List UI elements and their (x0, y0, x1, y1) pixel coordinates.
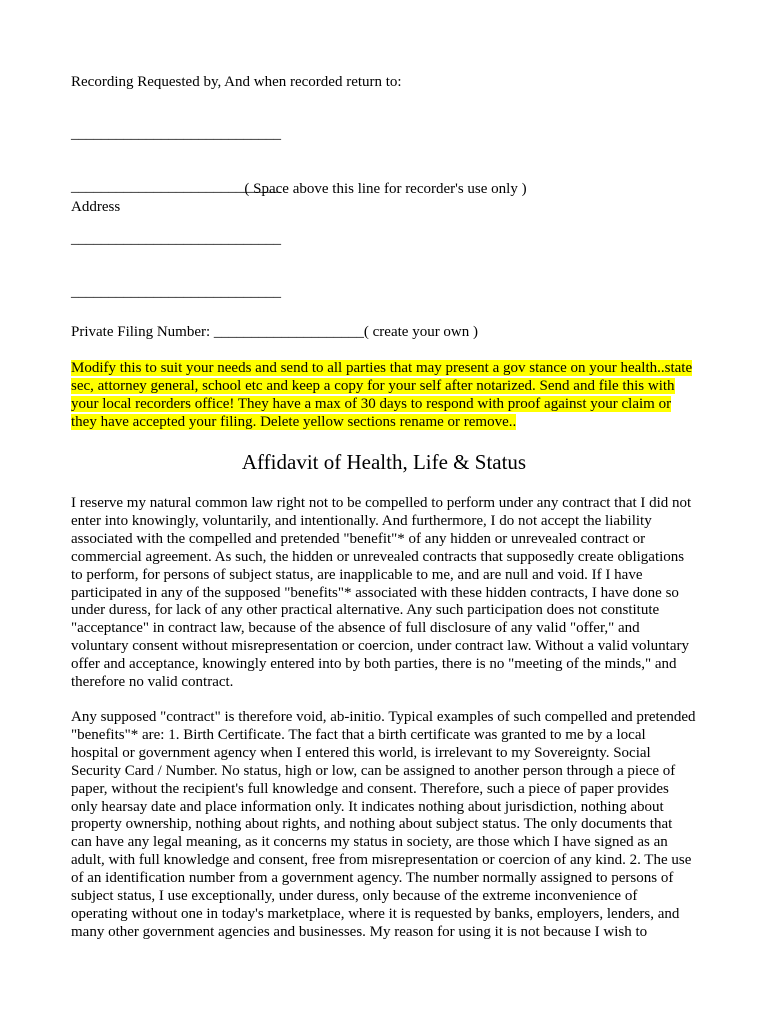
blank-line: ____________________________ (71, 283, 281, 300)
blank-line: ____________________________ (71, 126, 281, 142)
blank-line: ____________________________ (71, 178, 281, 195)
blank-line: ____________________________ (71, 231, 281, 247)
instructions-highlight (71, 359, 699, 431)
body-paragraph-2: Any supposed "contract" is therefore void, ab-initio. Typical examples of such compelled and pretended "benefits"* are: 1. Birth Certificate. The fact that a birth certificate was granted to me by a local hospital or government agency when I entered this world, is irrelevant to my Sovereignty. Social Security Card / Number. No status, high or low, can be assigned to another person through a piece of paper, without the recipient's full knowledge and consent. Therefore, such a piece of paper provides only hearsay date and place information only. It indicates nothing about jurisdiction, nothing about property ownership, nothing about rights, and nothing about subject status. The only documents that can have any legal meaning, as it concerns my status in society, are those which I have signed as an adult, with full knowledge and consent, free from misrepresentation or coercion of any kind. 2. The use of an identification number from a government agency. The number normally assigned to persons of subject status, I use exceptionally, under duress, only because of the extreme inconvenience of operating without one in today's marketplace, where it is requested by banks, employers, lenders, and many other government agencies and businesses. My reason for using it is not because I wish to (71, 709, 696, 940)
body-paragraph-1: I reserve my natural common law right not to be compelled to perform under any contract that I did not enter into knowingly, voluntarily, and intentionally. And furthermore, I do not accept the liability associated with the compelled and pretended "benefit"* of any hidden or unrevealed contract or commercial agreement. As such, the hidden or unrevealed contracts that supposedly create obligations to perform, for persons of subject status, are inapplicable to me, and are null and void. If I have participated in any of the supposed "benefits"* associated with these hidden contracts, I have done so under duress, for lack of any other practical alternative. Any such participation does not constitute "acceptance" in contract law, because of the absence of full disclosure of any valid "offer," and voluntary consent without misrepresentation or coercion, under contract law. Without a valid voluntary offer and acceptance, knowingly entered into by both parties, there is no "meeting of the minds," and therefore no valid contract. (71, 495, 692, 691)
document-title: Affidavit of Health, Life & Status (241, 450, 527, 474)
private-filing-number: Private Filing Number: ____________________( create your own ) (71, 324, 479, 340)
instructions-text: Modify this to suit your needs and send to all parties that may present a gov stance on your health..state sec, attorney general, school etc and keep a copy for your self after notarized. Send and file this with your local recorders office! They have a max of 30 days to respond with proof against your claim or they have accepted your filing. Delete yellow sections rename or remove.. (71, 360, 693, 430)
recorder-use-note: ( Space above this line for recorder's use only ) (244, 181, 527, 197)
recording-requested-label: Recording Requested by, And when recorded return to: (71, 74, 402, 90)
address-label: Address (71, 199, 121, 215)
